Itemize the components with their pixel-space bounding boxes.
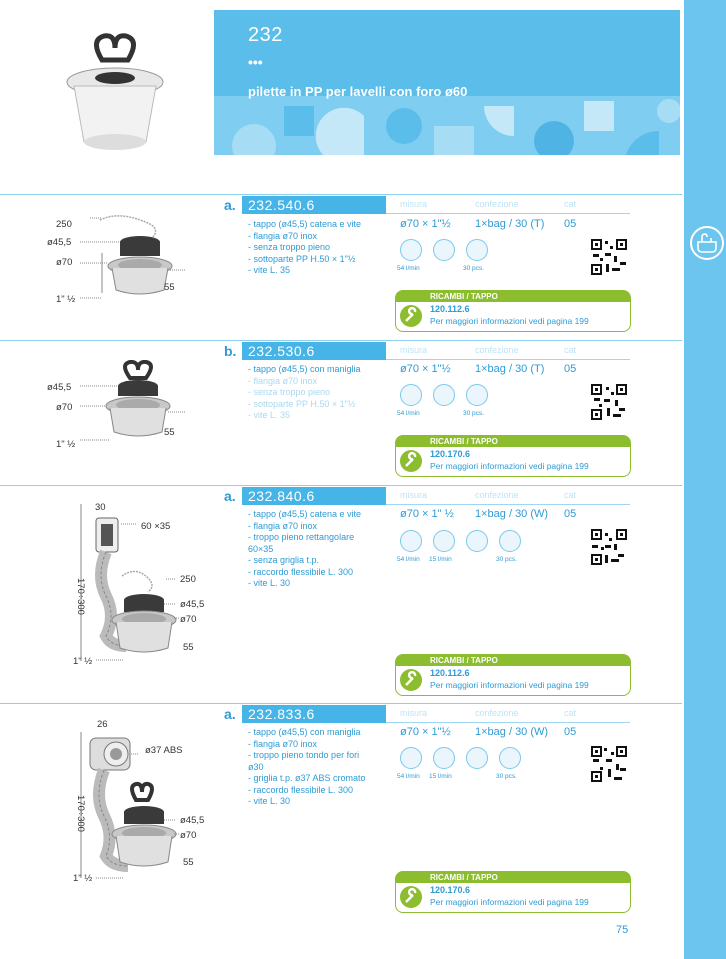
feature-item: - tappo (ø45,5) catena e vite: [248, 219, 362, 229]
product-code: 232.530.6: [242, 342, 386, 360]
spare-parts-box[interactable]: [395, 654, 631, 696]
overflow-flow-label: 15 l/min: [429, 556, 452, 563]
cat-heading: cat: [564, 345, 577, 355]
side-bar: [684, 0, 726, 959]
dim-label: 1" ½: [56, 439, 76, 450]
wrench-icon: [400, 305, 422, 327]
misura-value: ø70 × 1"½: [400, 726, 451, 738]
feature-item: - vite L. 30: [248, 578, 291, 588]
pieces-label: 30 pcs.: [463, 265, 484, 272]
dim-label: 60 ×35: [141, 521, 171, 532]
header-pattern: [214, 96, 680, 155]
product-code: 232.840.6: [242, 487, 386, 505]
header-subtitle: pilette in PP per lavelli con foro ø60: [248, 84, 468, 99]
feature-item: - vite L. 35: [248, 410, 291, 420]
header-rule: [386, 504, 630, 505]
overflow-flow-icon: [433, 530, 455, 552]
spare-parts-box[interactable]: [395, 290, 631, 332]
product-code: 232.540.6: [242, 196, 386, 214]
spare-part-code: 120.112.6: [430, 304, 470, 314]
feature-item: - flangia ø70 inox: [248, 230, 318, 241]
dim-label: ø70: [180, 830, 197, 841]
feature-list: [248, 364, 361, 422]
misura-heading: misura: [400, 199, 428, 209]
dim-label: 250: [180, 574, 196, 585]
misura-value: ø70 × 1"½: [400, 363, 451, 375]
packaging-icon: [499, 747, 521, 769]
section-divider: [0, 485, 682, 486]
feature-item: - troppo pieno rettangolare: [248, 532, 355, 542]
feature-item: - tappo (ø45,5) con maniglia: [248, 364, 361, 374]
spare-part-info: Per maggiori informazioni vedi pagina 199: [430, 461, 589, 471]
qr-code-icon[interactable]: [590, 238, 628, 276]
spare-parts-title: RICAMBI / TAPPO: [396, 436, 630, 447]
feature-item: - senza griglia t.p.: [248, 555, 320, 565]
feature-item: - raccordo flessibile L. 300: [248, 566, 354, 577]
packaging-icon: [466, 239, 488, 261]
technical-drawing: [80, 360, 190, 455]
product-code: 232.833.6: [242, 705, 386, 723]
drain-plug-photo: [60, 30, 170, 160]
page-number: 75: [616, 924, 629, 936]
misura-value: ø70 × 1" ½: [400, 508, 454, 520]
feature-item: - griglia t.p. ø37 ABS cromato: [248, 773, 366, 783]
cat-heading: cat: [564, 490, 577, 500]
section-divider: [0, 703, 682, 704]
feature-list: [248, 727, 366, 808]
flow-rate-icon: [400, 530, 422, 552]
header-code: 232: [248, 24, 283, 46]
spare-parts-box[interactable]: [395, 871, 631, 913]
dim-label: ø37 ABS: [145, 745, 183, 756]
dots-circle-icon: [466, 747, 488, 769]
dim-label: 55: [183, 857, 194, 868]
feature-item: ø30: [248, 761, 264, 772]
feature-item: - senza troppo pieno: [248, 242, 331, 252]
variant-letter: a.: [224, 706, 236, 722]
feature-list: [248, 509, 361, 590]
flow-rate-icon: [400, 384, 422, 406]
spare-parts-title: RICAMBI / TAPPO: [396, 655, 630, 666]
feature-item: - tappo (ø45,5) con maniglia: [248, 727, 361, 737]
flow-rate-label: 54 l/min: [397, 556, 420, 563]
feature-item: - flangia ø70 inox: [248, 738, 318, 749]
dim-label: 1" ½: [73, 873, 93, 884]
feature-item: - flangia ø70 inox: [248, 375, 318, 386]
header-rule: [386, 722, 630, 723]
qr-code-icon[interactable]: [590, 745, 628, 783]
dim-label: ø70: [180, 614, 197, 625]
confezione-value: 1×bag / 30 (T): [475, 363, 545, 375]
flow-rate-label: 54 l/min: [397, 265, 420, 272]
dim-label: 26: [97, 719, 108, 730]
dim-label: ø70: [56, 257, 73, 268]
spare-part-code: 120.112.6: [430, 668, 470, 678]
dim-label: 30: [95, 502, 106, 513]
feature-item: - flangia ø70 inox: [248, 520, 318, 531]
dim-label: 55: [164, 282, 175, 293]
dim-label: 250: [56, 219, 72, 230]
confezione-value: 1×bag / 30 (W): [475, 508, 549, 520]
spare-parts-title: RICAMBI / TAPPO: [396, 872, 630, 883]
dim-label: ø70: [56, 402, 73, 413]
feature-item: - troppo pieno tondo per fori: [248, 750, 360, 760]
dots-circle-icon: [466, 530, 488, 552]
packaging-icon: [499, 530, 521, 552]
variant-letter: a.: [224, 197, 236, 213]
misura-heading: misura: [400, 708, 428, 718]
cat-value: 05: [564, 508, 577, 520]
misura-heading: misura: [400, 345, 428, 355]
wrench-icon: [400, 886, 422, 908]
variant-letter: b.: [224, 343, 237, 359]
flow-rate-label: 54 l/min: [397, 410, 420, 417]
dim-label: 55: [164, 427, 175, 438]
dim-label: 55: [183, 642, 194, 653]
spare-parts-title: RICAMBI / TAPPO: [396, 291, 630, 302]
dots-circle-icon: [433, 384, 455, 406]
wrench-icon: [400, 450, 422, 472]
dim-label-vertical: 170÷300: [75, 578, 86, 615]
cat-value: 05: [564, 726, 577, 738]
feature-item: 60×35: [248, 543, 274, 554]
feature-item: - vite L. 35: [248, 265, 291, 275]
pieces-label: 30 pcs.: [463, 410, 484, 417]
dim-label: ø45,5: [180, 599, 205, 610]
feature-item: - sottoparte PP H.50 × 1"½: [248, 253, 356, 264]
qr-code-icon[interactable]: [590, 528, 628, 566]
sink-category-icon: [690, 226, 724, 260]
misura-heading: misura: [400, 490, 428, 500]
feature-item: - vite L. 30: [248, 796, 291, 806]
cat-value: 05: [564, 218, 577, 230]
misura-value: ø70 × 1"½: [400, 218, 451, 230]
cat-value: 05: [564, 363, 577, 375]
dim-label: ø45,5: [47, 382, 72, 393]
confezione-value: 1×bag / 30 (W): [475, 726, 549, 738]
header-rule: [386, 213, 630, 214]
spare-part-info: Per maggiori informazioni vedi pagina 199: [430, 897, 589, 907]
dim-label: ø45,5: [180, 815, 205, 826]
variant-letter: a.: [224, 488, 236, 504]
spare-part-code: 120.170.6: [430, 885, 471, 895]
technical-drawing: [80, 208, 190, 308]
confezione-heading: confezione: [475, 345, 519, 355]
feature-item: - senza troppo pieno: [248, 387, 331, 397]
packaging-icon: [466, 384, 488, 406]
header-dots: •••: [248, 54, 263, 70]
spare-part-info: Per maggiori informazioni vedi pagina 199: [430, 316, 589, 326]
spare-part-code: 120.170.6: [430, 449, 471, 459]
dim-label: 1" ½: [73, 656, 93, 667]
header-rule: [386, 359, 630, 360]
feature-item: - tappo (ø45,5) catena e vite: [248, 509, 362, 519]
flow-rate-icon: [400, 239, 422, 261]
feature-item: - sottoparte PP H.50 × 1"½: [248, 398, 356, 409]
section-divider: [0, 194, 682, 195]
confezione-heading: confezione: [475, 490, 519, 500]
dim-label: ø45,5: [47, 237, 72, 248]
feature-list: [248, 219, 361, 277]
spare-parts-box[interactable]: [395, 435, 631, 477]
pieces-label: 30 pcs.: [496, 556, 517, 563]
spare-part-info: Per maggiori informazioni vedi pagina 199: [430, 680, 589, 690]
confezione-heading: confezione: [475, 708, 519, 718]
dots-circle-icon: [433, 239, 455, 261]
dim-label: 1" ½: [56, 294, 76, 305]
cat-heading: cat: [564, 708, 577, 718]
section-divider: [0, 340, 682, 341]
qr-code-icon[interactable]: [590, 383, 628, 421]
overflow-flow-label: 15 l/min: [429, 773, 452, 780]
confezione-heading: confezione: [475, 199, 519, 209]
wrench-icon: [400, 669, 422, 691]
feature-item: - raccordo flessibile L. 300: [248, 784, 354, 795]
overflow-flow-icon: [433, 747, 455, 769]
cat-heading: cat: [564, 199, 577, 209]
product-header: [214, 10, 680, 155]
pieces-label: 30 pcs.: [496, 773, 517, 780]
flow-rate-label: 54 l/min: [397, 773, 420, 780]
dim-label-vertical: 170÷300: [75, 795, 86, 832]
confezione-value: 1×bag / 30 (T): [475, 218, 545, 230]
flow-rate-icon: [400, 747, 422, 769]
